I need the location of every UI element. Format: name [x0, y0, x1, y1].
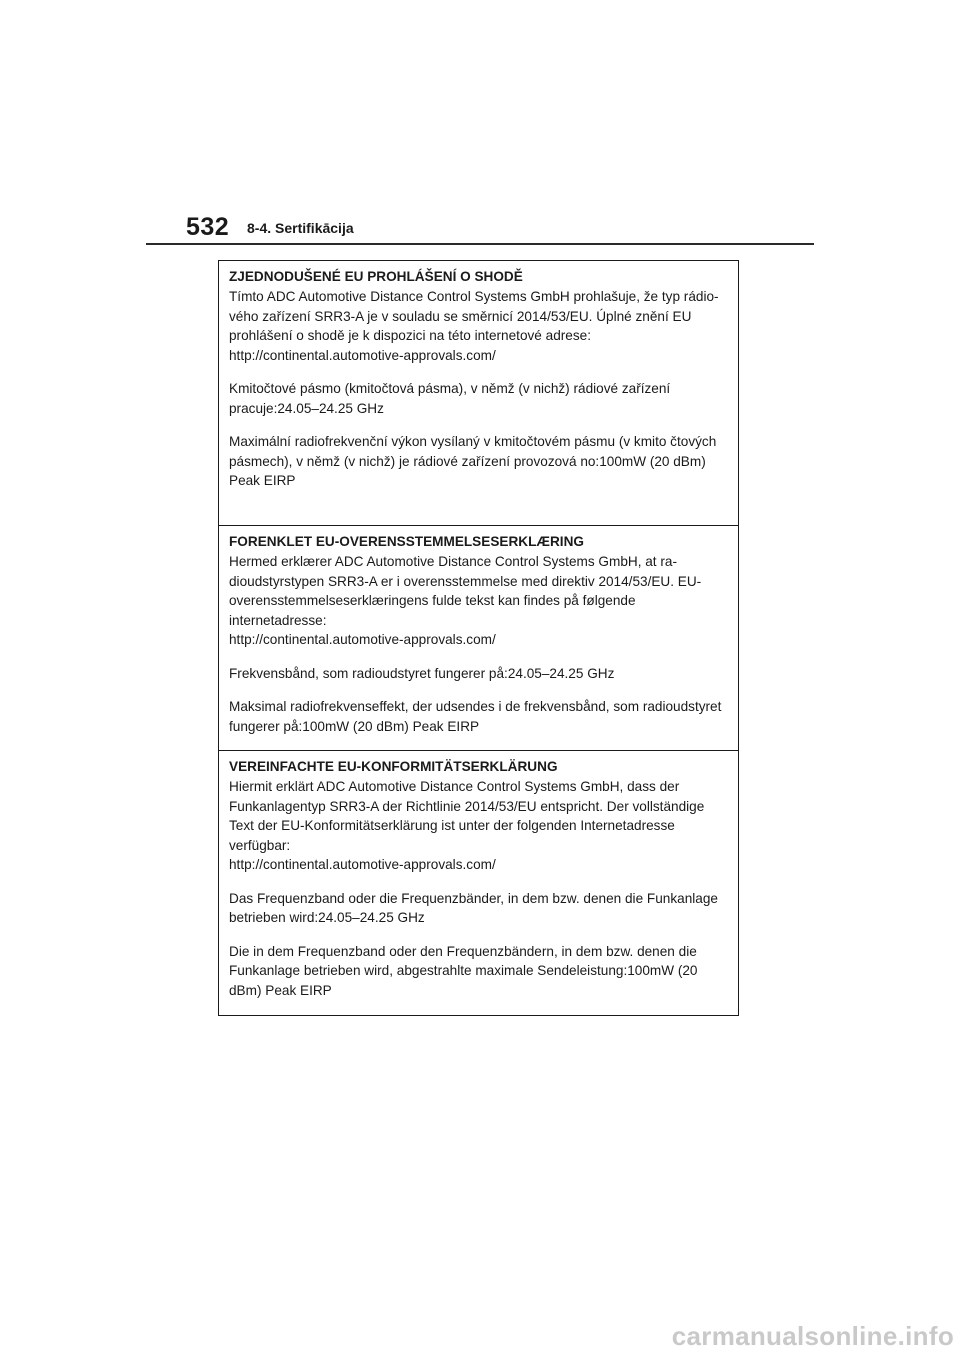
declaration-url: http://continental.automotive-approvals.com/ [229, 347, 496, 363]
declaration-heading: VEREINFACHTE EU-KONFORMITÄTSERKLÄRUNG [229, 759, 558, 774]
declaration-heading: FORENKLET EU-OVERENSSTEMMELSESERKLÆRING [229, 534, 584, 549]
declaration-url: http://continental.automotive-approvals.com/ [229, 857, 496, 872]
declaration-intro: Hiermit erklärt ADC Automotive Distance Control Systems GmbH, dass der Funkanlagentyp SRR3-A der Richtlinie 2014/53/EU entspricht. Der vollständige Text der EU-Konformitätserklärung ist unter der folgenden Internetadresse verfügbar: [229, 779, 705, 853]
declaration-url: http://continental.automotive-approvals.com/ [229, 632, 496, 647]
declaration-frequency: Frekvensbånd, som radioudstyret fungerer på:24.05–24.25 GHz [229, 665, 615, 681]
declaration-power: Maksimal radiofrekvenseffekt, der udsendes i de frekvensbånd, som radioudstyret fungerer på:100mW (20 dBm) Peak EIRP [229, 699, 722, 734]
declaration-german [219, 751, 738, 1015]
declaration-power: Die in dem Frequenzband oder den Frequenzbändern, in dem bzw. denen die Funkanlage betrieben wird, abgestrahlte maximale Sendeleistung:100mW (20 dBm) Peak EIRP [229, 943, 698, 998]
declaration-heading: ZJEDNODUŠENÉ EU PROHLÁŠENÍ O SHODĚ [229, 269, 523, 284]
section-title: 8-4. Sertifikācija [247, 220, 354, 236]
watermark: carmanualsonline.info [671, 1321, 954, 1351]
declarations-table [218, 260, 739, 1016]
declaration-intro: Tímto ADC Automotive Distance Control Systems GmbH prohlašuje, že typ rádio-vého zařízení SRR3-A je v souladu se směrnicí 2014/53/EU. Úplné znění EU prohlášení o shodě je k dispozici na této internetové adrese: [229, 289, 719, 343]
declaration-czech [219, 261, 738, 526]
declaration-intro: Hermed erklærer ADC Automotive Distance Control Systems GmbH, at ra-dioudstyrstypen SRR3-A er i overensstemmelse med direktiv 2014/53/EU. EU-overensstemmelseserklæringens fulde tekst kan findes på følgende internetadresse: [229, 554, 702, 628]
declaration-power: Maximální radiofrekvenční výkon vysílaný v kmitočtovém pásmu (v kmito čtových pásmech), v němž (v nichž) je rádiové zařízení provozová no:100mW (20 dBm) Peak EIRP [229, 434, 717, 488]
header-rule [146, 243, 814, 245]
declaration-frequency: Das Frequenzband oder die Frequenzbänder, in dem bzw. denen die Funkanlage betrieben wird:24.05–24.25 GHz [229, 890, 718, 925]
declaration-danish [219, 526, 738, 751]
declaration-frequency: Kmitočtové pásmo (kmitočtová pásma), v němž (v nichž) rádiové zařízení pracuje:24.05–24.25 GHz [229, 381, 671, 416]
page-number: 532 [186, 213, 230, 241]
